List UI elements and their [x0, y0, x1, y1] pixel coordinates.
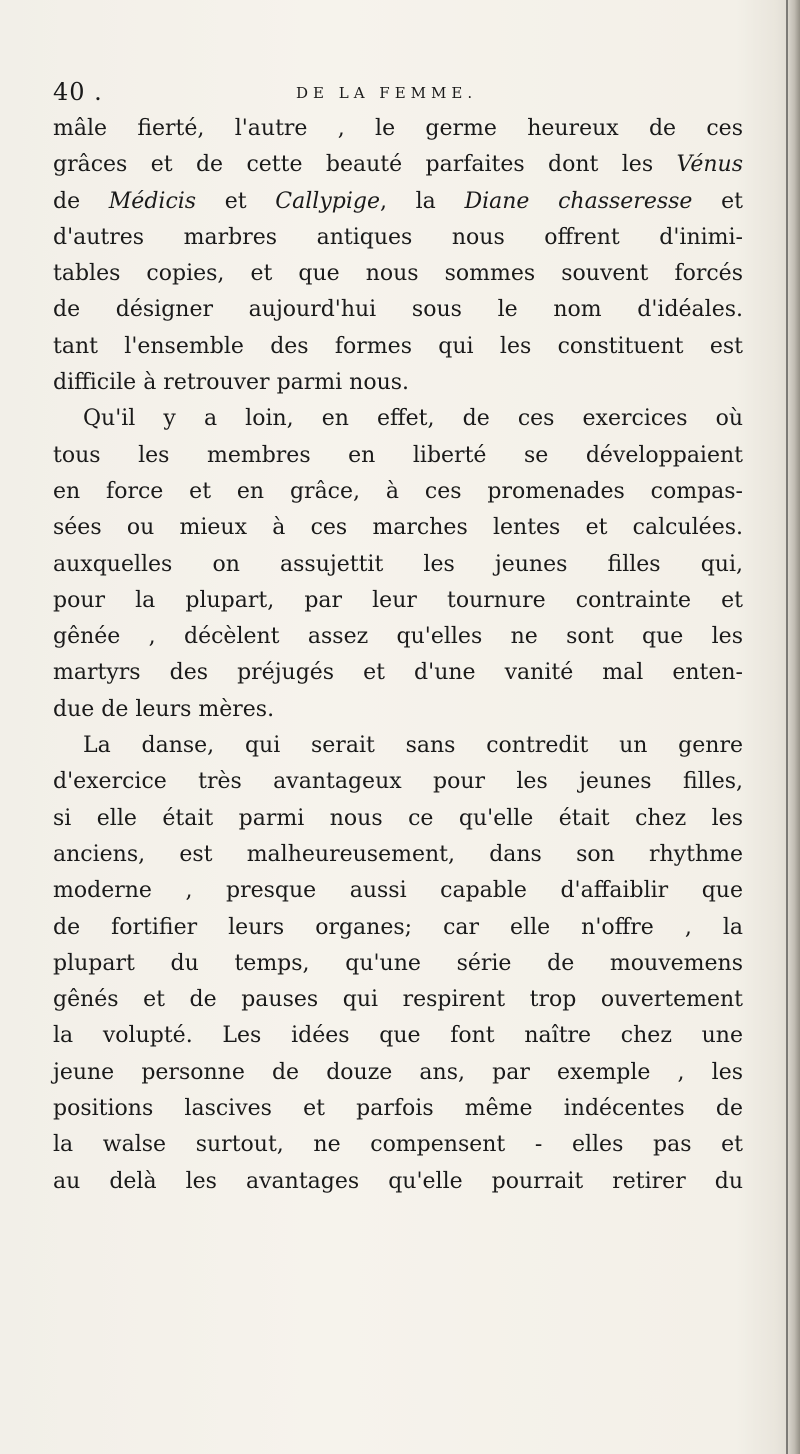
- text-line: moderne , presque aussi capable d'affaiblir que: [53, 878, 743, 904]
- text-line: anciens, est malheureusement, dans son rhythme: [53, 841, 743, 867]
- paragraph-end-line: due de leurs mères.: [53, 696, 275, 722]
- text-line: tables copies, et que nous sommes souvent forcés: [53, 261, 743, 287]
- text-line: au delà les avantages qu'elle pourrait retirer du: [53, 1168, 743, 1194]
- text-line: tant l'ensemble des formes qui les constituent est: [53, 333, 743, 359]
- text-line: plupart du temps, qu'une série de mouvemens: [53, 950, 743, 976]
- text-line: pour la plupart, par leur tournure contrainte et: [53, 587, 743, 613]
- page-header: [53, 78, 753, 108]
- text-line: gênée , décèlent assez qu'elles ne sont que les: [53, 624, 743, 650]
- page-edge-line: [786, 0, 788, 1454]
- italic-term: Vénus: [676, 152, 743, 178]
- text-line: gênés et de pauses qui respirent trop ouvertement: [53, 987, 743, 1013]
- text-line-italic: grâces et de cette beauté parfaites dont les Vénus: [53, 152, 743, 178]
- text-line: d'exercice très avantageux pour les jeunes filles,: [53, 769, 743, 795]
- body-text: [53, 111, 743, 1200]
- text-line: sées ou mieux à ces marches lentes et calculées.: [53, 515, 743, 541]
- text-line: la volupté. Les idées que font naître chez une: [53, 1023, 743, 1049]
- text-line-italic: de Médicis et Callypige, la Diane chasseresse et: [53, 188, 743, 214]
- text-line: de désigner aujourd'hui sous le nom d'idéales.: [53, 297, 743, 323]
- text-line: d'autres marbres antiques nous offrent d'inimi-: [53, 224, 743, 250]
- text-line: tous les membres en liberté se développaient: [53, 442, 743, 468]
- text-line: de fortifier leurs organes; car elle n'offre , la: [53, 914, 743, 940]
- text-line: mâle fierté, l'autre , le germe heureux de ces: [53, 116, 743, 141]
- paragraph-start-line: Qu'il y a loin, en effet, de ces exercices où: [83, 406, 743, 432]
- running-head: DE LA FEMME.: [296, 84, 478, 102]
- text-line: la walse surtout, ne compensent - elles pas et: [53, 1132, 743, 1158]
- italic-term: Médicis: [108, 188, 197, 214]
- page-number: 40 .: [53, 78, 103, 106]
- italic-term: Callypige: [275, 188, 380, 214]
- text-line: auxquelles on assujettit les jeunes filles qui,: [53, 551, 743, 577]
- text-line: martyrs des préjugés et d'une vanité mal enten-: [53, 660, 743, 686]
- paragraph-start-line: La danse, qui serait sans contredit un genre: [83, 733, 743, 759]
- italic-term: Diane chasseresse: [464, 188, 693, 214]
- text-line: jeune personne de douze ans, par exemple , les: [53, 1059, 743, 1085]
- paragraph-end-line: difficile à retrouver parmi nous.: [53, 370, 410, 396]
- text-line: positions lascives et parfois même indécentes de: [53, 1096, 743, 1122]
- text-line: en force et en grâce, à ces promenades compas-: [53, 478, 743, 504]
- page-edge-shadow: [786, 0, 800, 1454]
- text-line: si elle était parmi nous ce qu'elle était chez les: [53, 805, 743, 831]
